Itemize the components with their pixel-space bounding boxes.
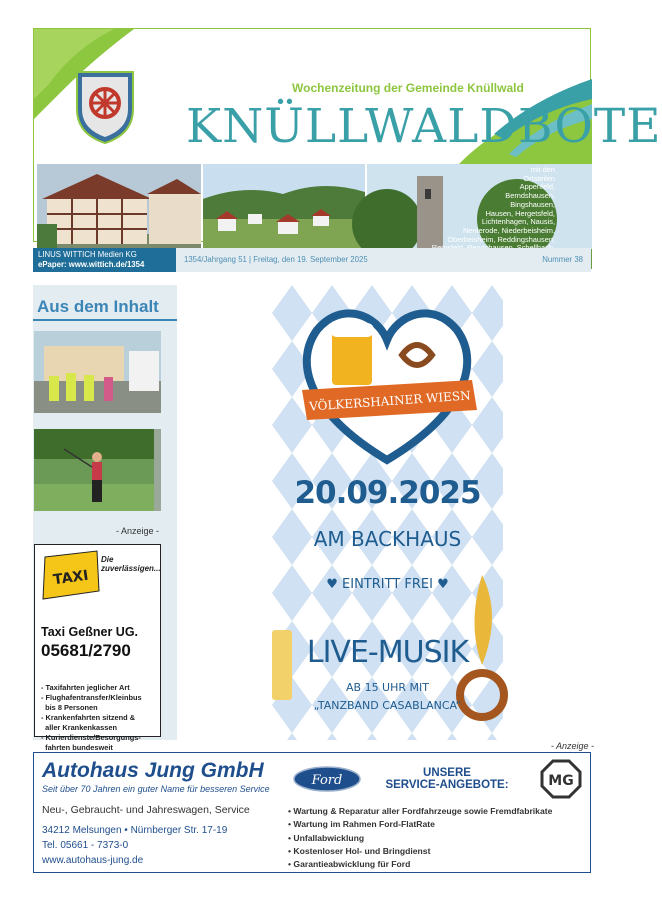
taxi-advertisement[interactable] [34, 544, 161, 752]
tagline: Wochenzeitung der Gemeinde Knüllwald [292, 81, 524, 95]
issue-info-bar [33, 248, 591, 272]
list-item: • Kostenloser Hol- und Bringdienst [288, 845, 552, 858]
event-date: 20.09.2025 [294, 475, 481, 511]
sidebar-contents [33, 285, 177, 752]
event-band: „TANZBAND CASABLANCA“ [313, 699, 462, 712]
svg-text:MG: MG [548, 773, 574, 789]
poster-background [272, 285, 503, 740]
list-item: • Wartung im Rahmen Ford-FlatRate [288, 818, 552, 831]
taxi-services: - Taxifahrten jeglicher Art - Flughafentransfer/Kleinbus bis 8 Personen - Krankenfahrten sitzend & aller Krankenkassen - Kurierdienste/Besorgungs- fahrten bundesweit [41, 683, 142, 752]
taxi-sign-icon [41, 551, 101, 601]
ortsteile-list: mit den Ortsteilen Appenfeld, Berndshausen, Bingshausen, Hausen, Hergetsfeld, Lichtenhagen, Nausis, Nenterode, Niederbeisheim, Oberbeisheim, Reddingshausen, [447, 165, 555, 244]
list-item: • Garantieabwicklung für Ford [288, 858, 552, 871]
svg-text:VÖLKERSHAINER WIESN: VÖLKERSHAINER WIESN [308, 388, 472, 414]
autohaus-website[interactable]: www.autohaus-jung.de [42, 855, 144, 866]
service-offers-title: UNSERE SERVICE-ANGEBOTE: [385, 767, 509, 791]
wiesn-poster[interactable] [272, 285, 503, 740]
mg-logo-icon [540, 759, 582, 799]
event-location: AM BACKHAUS [313, 527, 462, 551]
masthead [33, 28, 662, 244]
list-item: • Unfallabwicklung [288, 832, 552, 845]
autohaus-service-line: Neu-, Gebraucht- und Jahreswagen, Service [42, 804, 250, 816]
publisher-box [33, 248, 176, 272]
autohaus-slogan: Seit über 70 Jahren ein guter Name für besseren Service [42, 784, 270, 794]
svg-text:Ford: Ford [311, 773, 343, 788]
autohaus-advertisement[interactable] [33, 752, 591, 873]
service-offers-list [288, 805, 552, 871]
coat-of-arms-icon [74, 69, 136, 145]
issue-date: 1354/Jahrgang 51 | Freitag, den 19. September 2025 [184, 255, 368, 264]
contents-heading: Aus dem Inhalt [37, 297, 159, 316]
event-entry: ♥ EINTRITT FREI ♥ [326, 577, 449, 592]
ad-label: - Anzeige - [116, 526, 160, 536]
publisher-name: LINUS WITTICH Medien KG [38, 250, 137, 259]
ad-label: - Anzeige - [550, 741, 594, 751]
svg-text:TAXI: TAXI [52, 567, 90, 589]
taxi-company: Taxi Geßner UG. [41, 625, 139, 639]
epaper-link[interactable]: ePaper: www.wittich.de/1354 [38, 260, 145, 269]
taxi-tagline: Die zuverlässigen... [101, 555, 161, 573]
event-music: LIVE-MUSIK [306, 635, 469, 670]
issue-number: Nummer 38 [542, 255, 583, 264]
heading-divider [33, 319, 177, 321]
autohaus-address: 34212 Melsungen • Nürnberger Str. 17-19 [42, 825, 228, 836]
newspaper-title: KNÜLLWALDBOTE [186, 99, 662, 154]
autohaus-name: Autohaus Jung GmbH [42, 759, 264, 782]
event-time: AB 15 UHR MIT [346, 681, 429, 694]
contents-photo-hammer-throw[interactable] [34, 429, 161, 511]
contents-photo-event[interactable] [34, 331, 161, 413]
list-item: • Wartung & Reparatur aller Fordfahrzeuge sowie Fremdfabrikate [288, 805, 552, 818]
taxi-phone: 05681/2790 [41, 641, 131, 660]
ford-logo-icon [292, 765, 362, 793]
autohaus-phone: Tel. 05661 - 7373-0 [42, 840, 129, 851]
